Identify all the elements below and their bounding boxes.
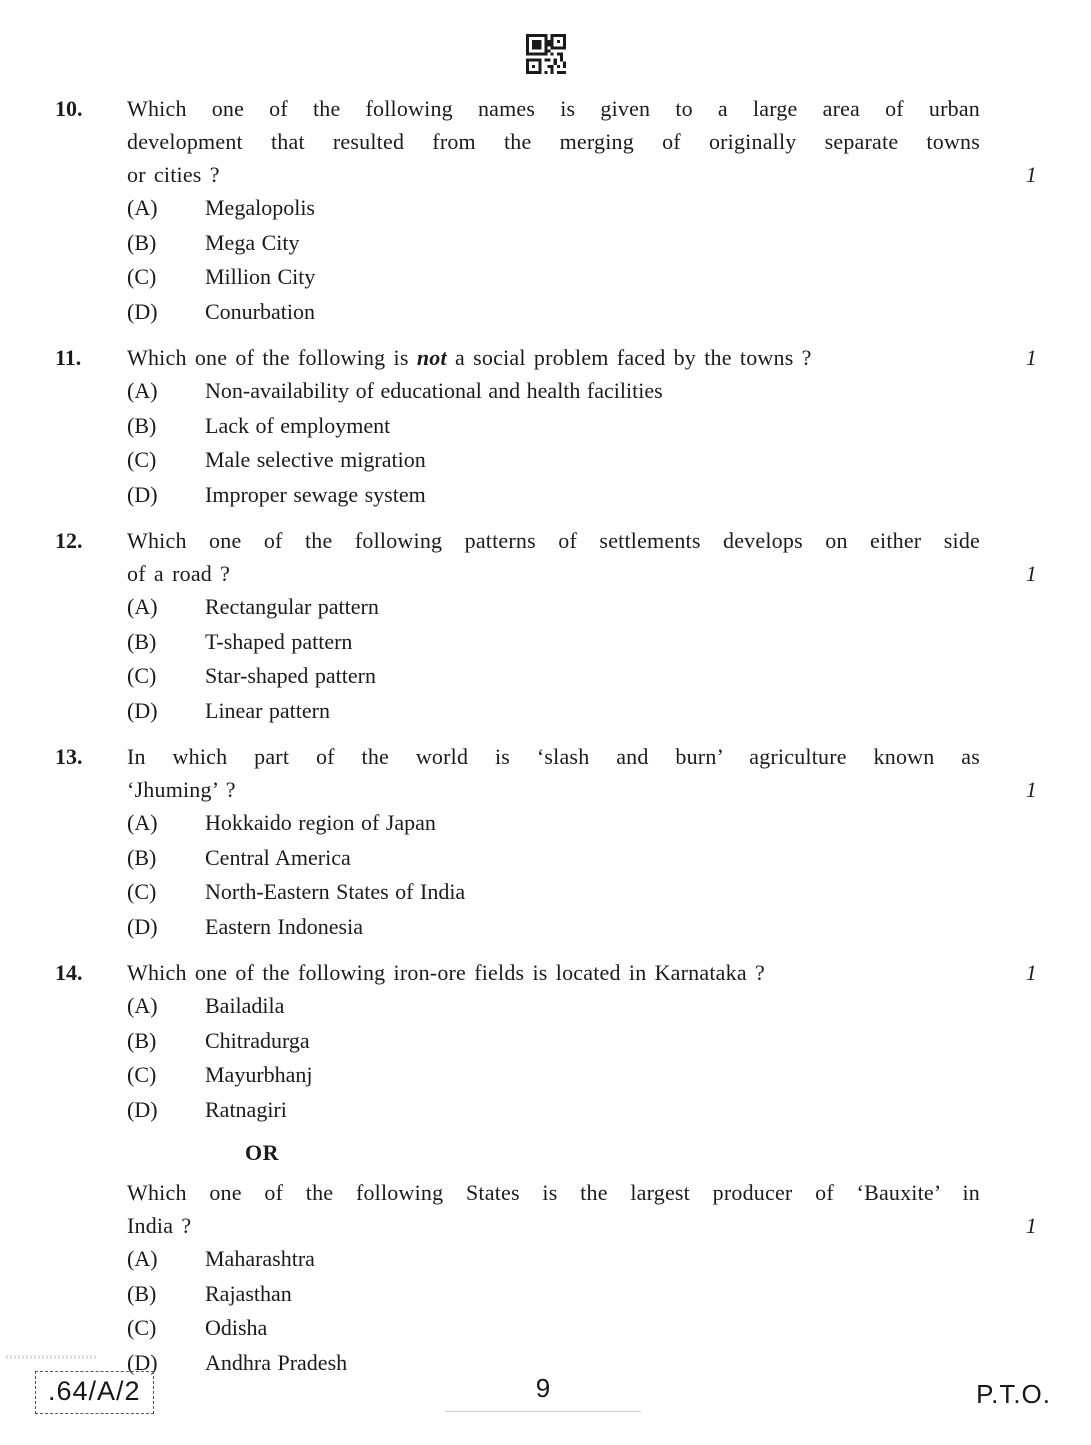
option-label: (A) xyxy=(127,195,158,220)
option-label: (B) xyxy=(127,1027,157,1053)
option-text: Chitradurga xyxy=(205,1027,310,1053)
question-11-options xyxy=(127,374,1037,512)
option-text: Mayurbhanj xyxy=(205,1062,313,1087)
option-b xyxy=(127,841,1037,876)
option-c xyxy=(127,659,1037,694)
option-text: T-shaped pattern xyxy=(205,628,353,654)
option-a xyxy=(127,989,1037,1024)
stem-line: or cities ? xyxy=(127,162,220,187)
option-text: Central America xyxy=(205,844,351,870)
option-b xyxy=(127,1024,1037,1059)
question-12-body xyxy=(127,524,1037,728)
option-label: (B) xyxy=(127,412,157,438)
marks-value: 1 xyxy=(1025,1213,1037,1238)
option-text: Megalopolis xyxy=(205,195,315,220)
question-11-body xyxy=(127,341,1037,512)
option-c xyxy=(127,1311,1037,1346)
option-text: Rajasthan xyxy=(205,1280,292,1306)
option-text: Non-availability of educational and health facilities xyxy=(205,378,663,403)
question-14-or-options xyxy=(127,1242,1037,1380)
option-a xyxy=(127,1242,1037,1277)
question-13-body xyxy=(127,740,1037,944)
option-label: (A) xyxy=(127,993,158,1018)
option-d xyxy=(127,910,1037,945)
option-text: Bailadila xyxy=(205,993,285,1018)
option-label: (D) xyxy=(127,697,158,723)
question-10-body xyxy=(127,92,1037,329)
question-12-options xyxy=(127,590,1037,728)
question-14-body xyxy=(127,956,1037,1380)
option-text: Star-shaped pattern xyxy=(205,663,376,688)
option-b xyxy=(127,1277,1037,1312)
option-text: Maharashtra xyxy=(205,1246,315,1271)
qr-code-container xyxy=(55,34,1037,76)
option-a xyxy=(127,806,1037,841)
stem-text: a social problem faced by the towns ? xyxy=(446,345,812,370)
question-10-number: 10. xyxy=(55,96,83,121)
option-label: (B) xyxy=(127,1280,157,1306)
option-text: Improper sewage system xyxy=(205,481,426,507)
option-text: Lack of employment xyxy=(205,412,391,438)
option-label: (C) xyxy=(127,1315,157,1340)
stem-text: Which one of the following is xyxy=(127,345,417,370)
question-14-options xyxy=(127,989,1037,1127)
question-10-stem xyxy=(127,92,1037,191)
question-11 xyxy=(55,341,1037,512)
question-14-or-stem xyxy=(127,1176,1037,1242)
question-13-stem xyxy=(127,740,1037,806)
stem-line xyxy=(127,341,980,374)
question-12 xyxy=(55,524,1037,728)
option-label: (D) xyxy=(127,913,158,939)
question-13-options xyxy=(127,806,1037,944)
stem-line: Which one of the following names is given to a large area of urban xyxy=(127,96,980,121)
option-d xyxy=(127,295,1037,330)
question-13 xyxy=(55,740,1037,944)
option-c xyxy=(127,260,1037,295)
question-10 xyxy=(55,92,1037,329)
scan-artifact xyxy=(6,1355,98,1359)
option-text: Conurbation xyxy=(205,298,315,324)
stem-line: Which one of the following iron-ore fields is located in Karnataka ? xyxy=(127,960,765,985)
option-label: (C) xyxy=(127,879,157,904)
option-c xyxy=(127,443,1037,478)
option-label: (D) xyxy=(127,1096,158,1122)
option-text: Male selective migration xyxy=(205,447,426,472)
option-text: Eastern Indonesia xyxy=(205,913,363,939)
stem-line: ‘Jhuming’ ? xyxy=(127,777,236,802)
option-label: (D) xyxy=(127,298,158,324)
qr-code-icon xyxy=(526,34,566,74)
stem-line: of a road ? xyxy=(127,561,231,586)
marks-value: 1 xyxy=(1025,561,1037,586)
option-label: (C) xyxy=(127,264,157,289)
option-text: Rectangular pattern xyxy=(205,594,379,619)
option-text: Million City xyxy=(205,264,316,289)
stem-emphasis: not xyxy=(416,345,447,370)
option-label: (D) xyxy=(127,1349,158,1375)
option-label: (B) xyxy=(127,844,157,870)
stem-line: India ? xyxy=(127,1213,192,1238)
paper-code-badge: .64/A/2 xyxy=(35,1371,154,1414)
option-b xyxy=(127,226,1037,261)
option-text: Andhra Pradesh xyxy=(205,1349,348,1375)
option-d xyxy=(127,1093,1037,1128)
option-d xyxy=(127,478,1037,513)
option-text: Ratnagiri xyxy=(205,1096,287,1122)
option-text: Odisha xyxy=(205,1315,268,1340)
option-c xyxy=(127,1058,1037,1093)
option-label: (A) xyxy=(127,810,158,835)
option-text: North-Eastern States of India xyxy=(205,879,466,904)
page-footer xyxy=(35,1369,1051,1425)
option-a xyxy=(127,191,1037,226)
question-14 xyxy=(55,956,1037,1380)
stem-line: Which one of the following patterns of settlements develops on either side xyxy=(127,528,980,553)
marks-value: 1 xyxy=(1025,162,1037,187)
or-separator: OR xyxy=(245,1140,279,1165)
option-label: (C) xyxy=(127,663,157,688)
question-14-number: 14. xyxy=(55,960,83,985)
option-d xyxy=(127,694,1037,729)
option-b xyxy=(127,409,1037,444)
option-text: Mega City xyxy=(205,229,300,255)
marks-value: 1 xyxy=(1025,777,1037,802)
page-number-container xyxy=(446,1373,641,1412)
option-label: (C) xyxy=(127,1062,157,1087)
question-11-number: 11. xyxy=(55,345,82,370)
question-12-number: 12. xyxy=(55,528,83,553)
question-12-stem xyxy=(127,524,1037,590)
option-label: (D) xyxy=(127,481,158,507)
option-a xyxy=(127,590,1037,625)
option-label: (C) xyxy=(127,447,157,472)
marks-value: 1 xyxy=(1025,960,1037,985)
option-b xyxy=(127,625,1037,660)
option-label: (A) xyxy=(127,594,158,619)
pto-label: P.T.O. xyxy=(976,1379,1051,1409)
question-11-stem xyxy=(127,341,1037,374)
stem-line: development that resulted from the merging of originally separate towns xyxy=(127,129,980,154)
option-label: (B) xyxy=(127,628,157,654)
marks-value: 1 xyxy=(1025,345,1037,370)
option-text: Hokkaido region of Japan xyxy=(205,810,436,835)
option-label: (A) xyxy=(127,1246,158,1271)
question-10-options xyxy=(127,191,1037,329)
question-14-stem xyxy=(127,956,1037,989)
option-a xyxy=(127,374,1037,409)
stem-line: In which part of the world is ‘slash and burn’ agriculture known as xyxy=(127,744,980,769)
question-13-number: 13. xyxy=(55,744,83,769)
option-label: (A) xyxy=(127,378,158,403)
option-c xyxy=(127,875,1037,910)
stem-line: Which one of the following States is the largest producer of ‘Bauxite’ in xyxy=(127,1180,980,1205)
option-label: (B) xyxy=(127,229,157,255)
page-number: 9 xyxy=(535,1373,551,1403)
option-text: Linear pattern xyxy=(205,697,330,723)
